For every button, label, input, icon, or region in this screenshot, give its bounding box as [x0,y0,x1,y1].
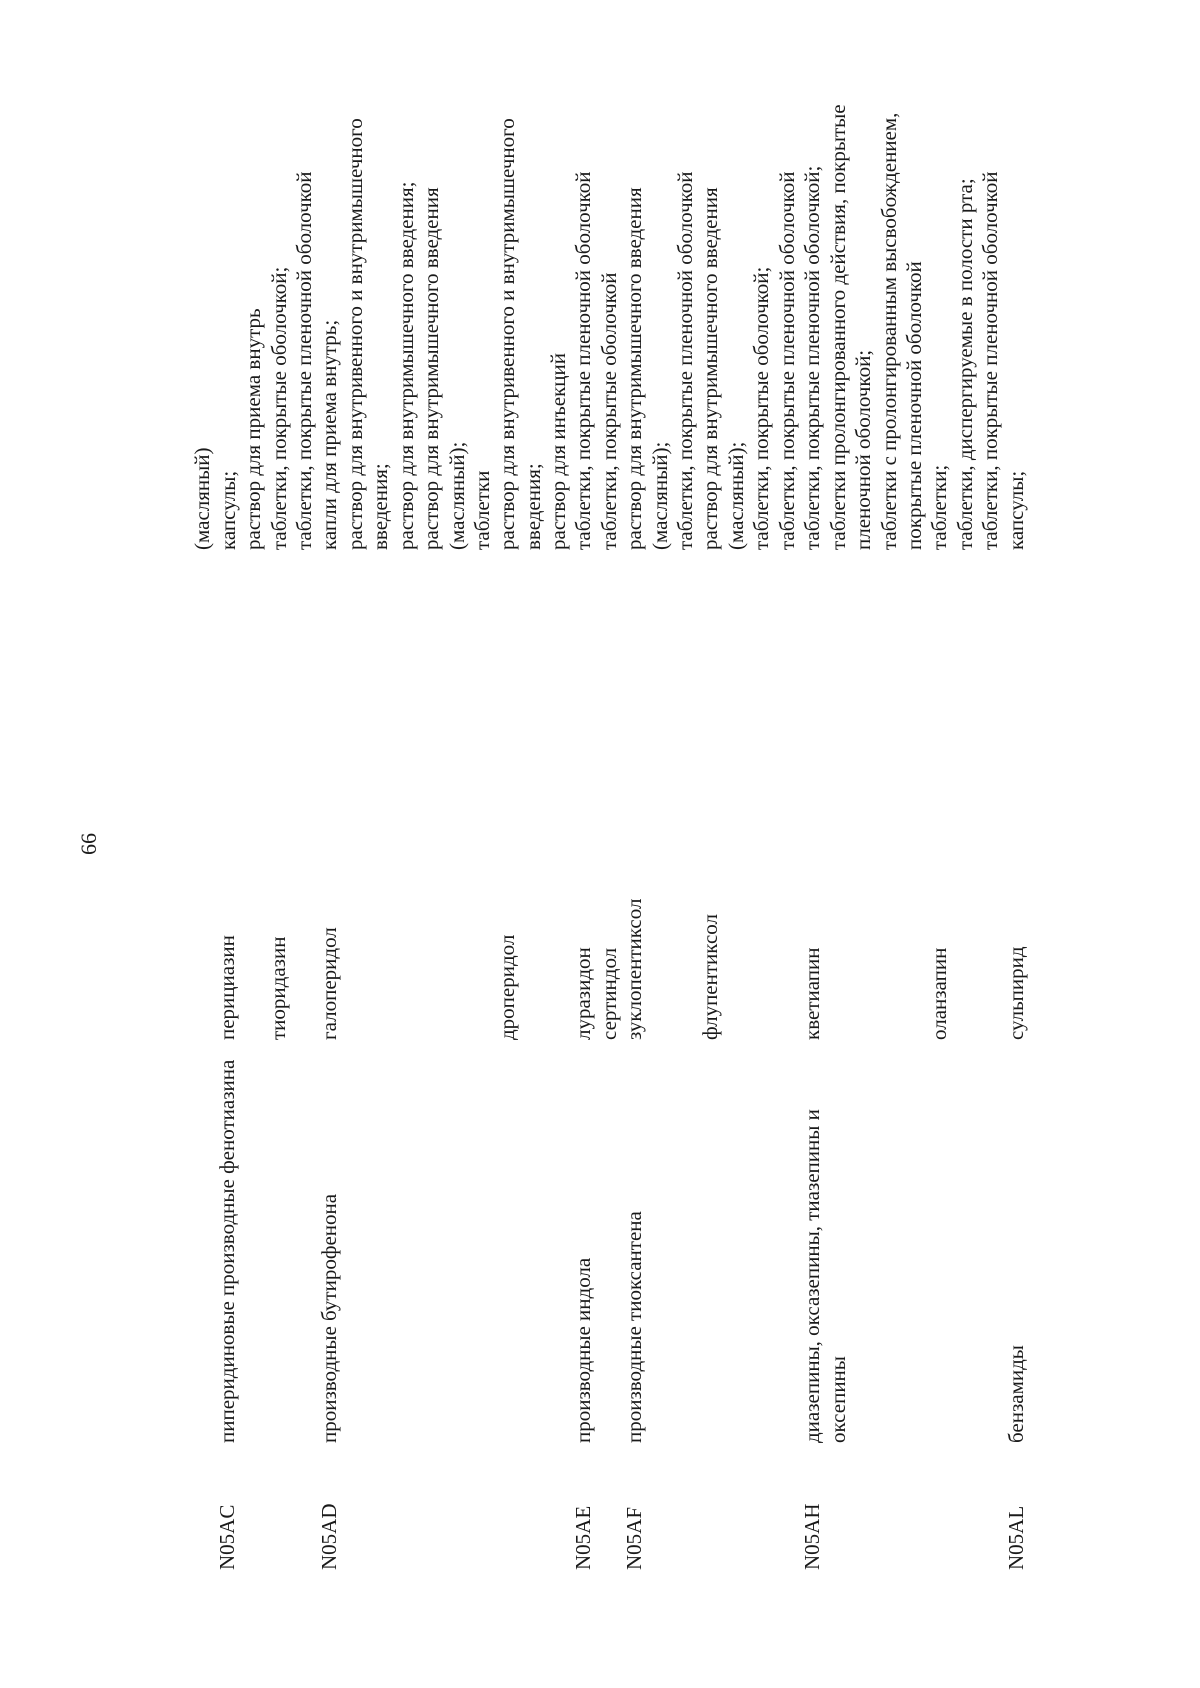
atc-code: N05AE [571,1505,595,1570]
dosage-form: таблетки пролонгированного действия, покрытые пленочной оболочкой; [825,104,875,550]
atc-group: бензамиды [1004,1345,1028,1443]
dosage-form: раствор для внутримышечного введения (масляный); [622,187,672,550]
dosage-form: таблетки, покрытые оболочкой; [749,266,773,550]
drug-name: перициазин [215,935,239,1040]
dosage-forms-cell [495,95,572,550]
atc-group: производные тиоксантена [622,1211,646,1443]
dosage-forms-cell [190,95,318,550]
dosage-form: раствор для инъекций [546,353,570,550]
atc-code: N05AL [1004,1505,1028,1570]
drug-name: сертиндол [596,947,621,1040]
page-number: 66 [76,833,101,855]
drug-name: флупентиксол [698,914,722,1040]
atc-code: N05AC [215,1504,239,1570]
drug-name-list [571,790,622,1040]
dosage-form: таблетки, покрытые пленочной оболочкой; [800,165,824,550]
dosage-forms-cell [1004,95,1030,550]
dosage-form: раствор для приема внутрь [241,308,265,550]
dosage-form: капсулы; [1004,470,1028,550]
atc-group: пиперидиновые производные фенотиазина [215,1059,239,1443]
dosage-form: таблетки, покрытые оболочкой [596,272,621,550]
atc-code: N05AH [800,1503,824,1570]
dosage-form: капсулы; [215,470,240,550]
dosage-form: раствор для внутривенного и внутримышечного введения; [342,118,392,550]
dosage-form: раствор для внутримышечного введения (масляный); [419,187,469,550]
dosage-form: раствор для внутримышечного введения (масляный); [698,187,748,550]
dosage-form: таблетки, покрытые оболочкой; [266,266,291,550]
dosage-forms-cell [317,95,496,550]
atc-group: диазепины, оксазепины, тиазепины и оксепины [800,1109,850,1443]
drug-name: дроперидол [495,934,519,1040]
dosage-form: таблетки, покрытые пленочной оболочкой [571,171,595,550]
dosage-forms-cell [800,95,928,550]
dosage-form: раствор для внутримышечного введения; [393,181,418,550]
dosage-form: таблетки, покрытые пленочной оболочкой [673,171,697,550]
dosage-forms-cell [698,95,800,550]
drug-name: тиоридазин [266,936,290,1040]
atc-group: производные бутирофенона [317,1193,341,1443]
dosage-form: раствор для внутривенного и внутримышечного введения; [495,118,545,550]
drug-name: галоперидол [317,927,341,1040]
atc-code: N05AF [622,1506,646,1570]
dosage-form: таблетки [470,470,494,550]
dosage-form: таблетки; [927,464,951,550]
dosage-forms-cell [571,95,622,550]
dosage-form: таблетки, покрытые пленочной оболочкой [292,171,316,550]
drug-name: кветиапин [800,947,824,1040]
dosage-form: (масляный) [190,447,214,550]
atc-code: N05AD [317,1503,341,1570]
dosage-forms-cell [927,95,1004,550]
dosage-forms-cell [622,95,699,550]
atc-group: производные индола [571,1257,595,1443]
drug-name: зуклопентиксол [622,898,646,1040]
dosage-form: таблетки, диспергируемые в полости рта; [952,178,977,550]
dosage-form: таблетки, покрытые пленочной оболочкой [978,171,1002,550]
drug-name: сульпирид [1004,946,1028,1040]
dosage-form: капли для приема внутрь; [317,319,341,550]
dosage-form: таблетки с пролонгированным высвобождением, покрытые пленочной оболочкой [876,112,926,550]
drug-name: оланзапин [927,947,951,1040]
dosage-form: таблетки, покрытые пленочной оболочкой [774,171,799,550]
drug-name: луразидон [571,947,595,1040]
